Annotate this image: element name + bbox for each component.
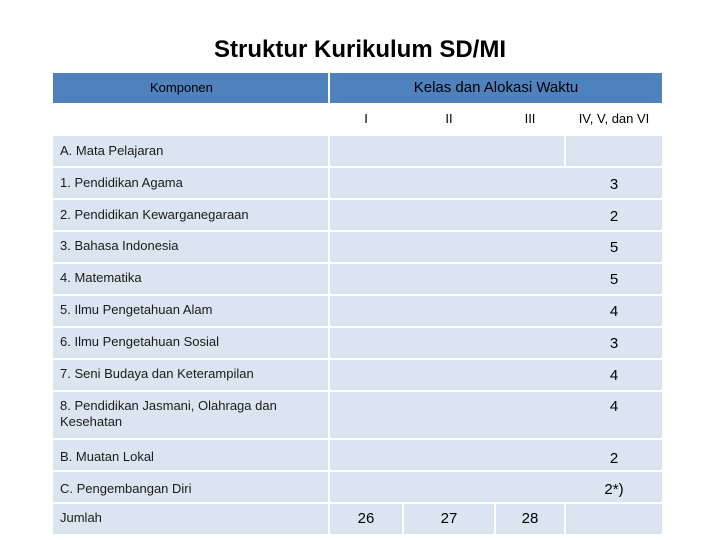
- column-header-1: I: [364, 111, 368, 126]
- column-header-2: II: [445, 111, 453, 126]
- value-ips: 3: [609, 335, 619, 352]
- row-label-pengembangan-diri: C. Pengembangan Diri: [60, 481, 192, 496]
- value-matematika: 5: [609, 271, 619, 288]
- row-separator: [53, 230, 662, 232]
- total-class-3: 28: [521, 510, 539, 527]
- value-muatan-lokal: 2: [609, 450, 619, 467]
- value-bahasa-indonesia: 5: [609, 239, 619, 256]
- header-allocation-label: Kelas dan Alokasi Waktu: [413, 79, 579, 96]
- value-pengembangan-diri: 2*): [604, 481, 624, 498]
- value-seni-budaya: 4: [609, 367, 619, 384]
- row-label-penjas: 8. Pendidikan Jasmani, Olahraga dan Kesehatan: [60, 398, 277, 429]
- value-pendidikan-agama: 3: [609, 176, 619, 193]
- value-penjas: 4: [609, 398, 619, 415]
- row-label-muatan-lokal: B. Muatan Lokal: [60, 449, 154, 464]
- row-separator: [53, 326, 662, 328]
- row-label-jumlah: Jumlah: [60, 510, 102, 525]
- total-class-2: 27: [440, 510, 458, 527]
- row-label-ips: 6. Ilmu Pengetahuan Sosial: [60, 334, 219, 349]
- value-kewarganegaraan: 2: [609, 208, 619, 225]
- row-separator: [53, 470, 662, 472]
- row-label-matematika: 4. Matematika: [60, 270, 142, 285]
- column-separator: [564, 103, 566, 136]
- row-separator: [53, 166, 662, 168]
- row-label-kewarganegaraan: 2. Pendidikan Kewarganegaraan: [60, 207, 249, 222]
- column-separator: [564, 502, 566, 534]
- column-separator: [402, 103, 404, 136]
- row-label-bahasa-indonesia: 3. Bahasa Indonesia: [60, 238, 179, 253]
- header-component-label: Komponen: [150, 80, 213, 95]
- total-class-1: 26: [357, 510, 375, 527]
- column-header-4: IV, V, dan VI: [578, 111, 650, 126]
- row-label-seni-budaya: 7. Seni Budaya dan Keterampilan: [60, 366, 254, 381]
- column-separator: [328, 103, 330, 534]
- row-separator: [53, 294, 662, 296]
- row-separator: [53, 358, 662, 360]
- column-separator: [494, 103, 496, 136]
- value-ipa: 4: [609, 303, 619, 320]
- row-label-mata-pelajaran: A. Mata Pelajaran: [60, 143, 164, 158]
- column-separator: [564, 136, 566, 168]
- row-separator: [53, 198, 662, 200]
- row-label-ipa: 5. Ilmu Pengetahuan Alam: [60, 302, 213, 317]
- row-separator: [53, 262, 662, 264]
- row-label-pendidikan-agama: 1. Pendidikan Agama: [60, 175, 183, 190]
- row-separator: [53, 390, 662, 392]
- row-separator: [53, 502, 662, 504]
- page-title: Struktur Kurikulum SD/MI: [213, 36, 507, 63]
- column-header-3: III: [524, 111, 536, 126]
- row-separator: [53, 438, 662, 440]
